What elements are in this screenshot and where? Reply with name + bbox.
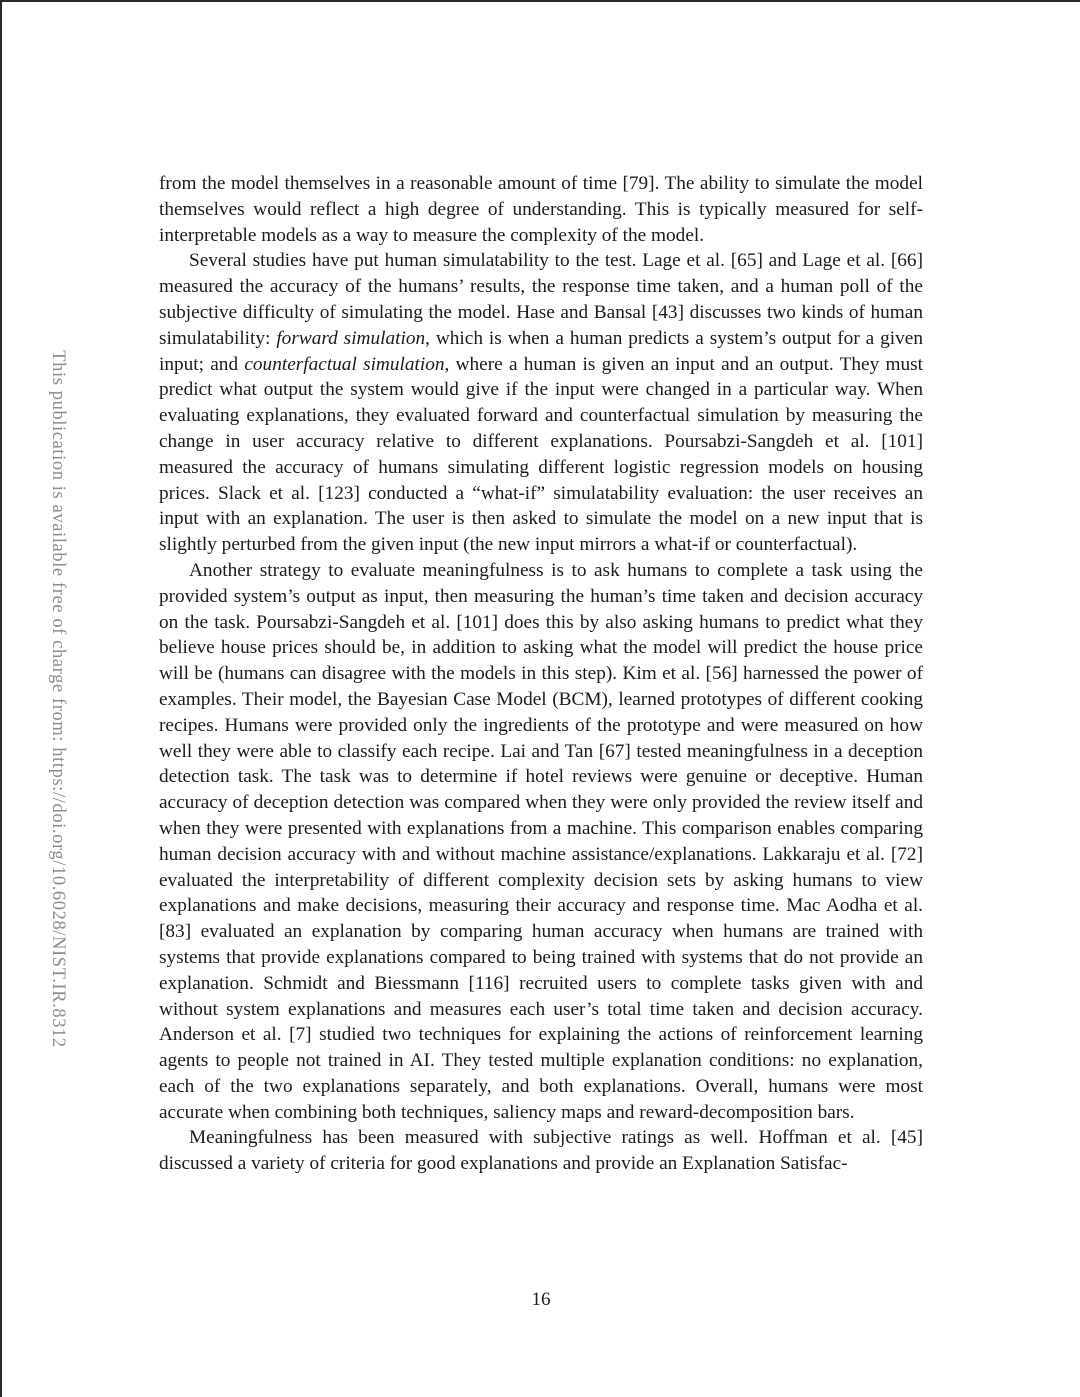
italic-term: forward simulation (276, 327, 426, 349)
paragraph-text: Several studies have put human simulatability to the test. Lage et al. [65] and Lage et al. [66] measured the accuracy of the humans’ results, the response time taken, and a human poll of the subjective difficulty of simulating the model. Hase and Bansal [43] discusses two kinds of human simulatability: (159, 250, 923, 349)
scan-edge-left (0, 0, 2, 1397)
scan-edge-top (0, 0, 1080, 2)
paragraph-text: , where a human is given an input and an output. They must predict what output the system would give if the input were changed in a particular way. When evaluating explanations, they evaluated forward and counterfactual simulation by measuring the change in user accuracy relative to different explanations. Poursabzi-Sangdeh et al. [101] measured the accuracy of humans simulating different logistic regression models on housing prices. Slack et al. [123] conducted a “what-if” simulatability evaluation: the user receives an input with an explanation. The user is then asked to simulate the model on a new input that is slightly perturbed from the given input (the new input mirrors a what-if or counterfactual). (159, 353, 924, 556)
paragraph-text: , which is when a human predicts a system’s output for a given input; and (159, 327, 923, 375)
page-number: 16 (531, 1289, 551, 1310)
paragraph-text: Another strategy to evaluate meaningfulness is to ask humans to complete a task using the provided system’s output as input, then measuring the human’s time taken and decision accuracy on the task. Poursabzi-Sangdeh et al. [101] does this by also asking humans to predict what they believe house prices should be, in addition to asking what the model will predict the house price will be (humans can disagree with the models in this step). Kim et al. [56] harnessed the power of examples. Their model, the Bayesian Case Model (BCM), learned prototypes of different cooking recipes. Humans were provided only the ingredients of the prototype and were measured on how well they were able to classify each recipe. Lai and Tan [67] tested meaningfulness in a deception detection task. The task was to determine if hotel reviews were genuine or deceptive. Human accuracy of deception detection was compared when they were only provided the review itself and when they were presented with explanations from a machine. This comparison enables comparing human decision accuracy with and without machine assistance/explanations. Lakkaraju et al. [72] evaluated the interpretability of different complexity decision sets by asking humans to view explanations and make decisions, measuring their accuracy and response time. Mac Aodha et al. [83] evaluated an explanation by comparing human accuracy when humans are trained with systems that provide explanations compared to being trained with systems that do not provide an explanation. Schmidt and Biessmann [116] recruited users to complete tasks given with and without system explanations and measures each user’s total time taken and decision accuracy. Anderson et al. [7] studied two techniques for explaining the actions of reinforcement learning agents to people not trained in AI. They tested multiple explanation conditions: no explanation, each of the two explanations separately, and both explanations. Overall, humans were most accurate when combining both techniques, saliency maps and reward-decomposition bars. (159, 559, 923, 1123)
paragraph (159, 558, 923, 1126)
paragraph-text: from the model themselves in a reasonable amount of time [79]. The ability to simulate the model themselves would reflect a high degree of understanding. This is typically measured for self-interpretable models as a way to measure the complexity of the model. (159, 173, 923, 246)
document-body (159, 171, 923, 1177)
paragraph-text: Meaningfulness has been measured with subjective ratings as well. Hoffman et al. [45] discussed a variety of criteria for good explanations and provide an Explanation Satisfac- (159, 1127, 923, 1175)
sidebar-watermark: This publication is available free of charge from: https://doi.org/10.6028/NIST.IR.8312 (48, 349, 68, 1048)
italic-term: counterfactual simulation (244, 353, 445, 375)
paragraph (159, 248, 923, 558)
paragraph (159, 1125, 923, 1177)
paragraph (159, 171, 923, 248)
